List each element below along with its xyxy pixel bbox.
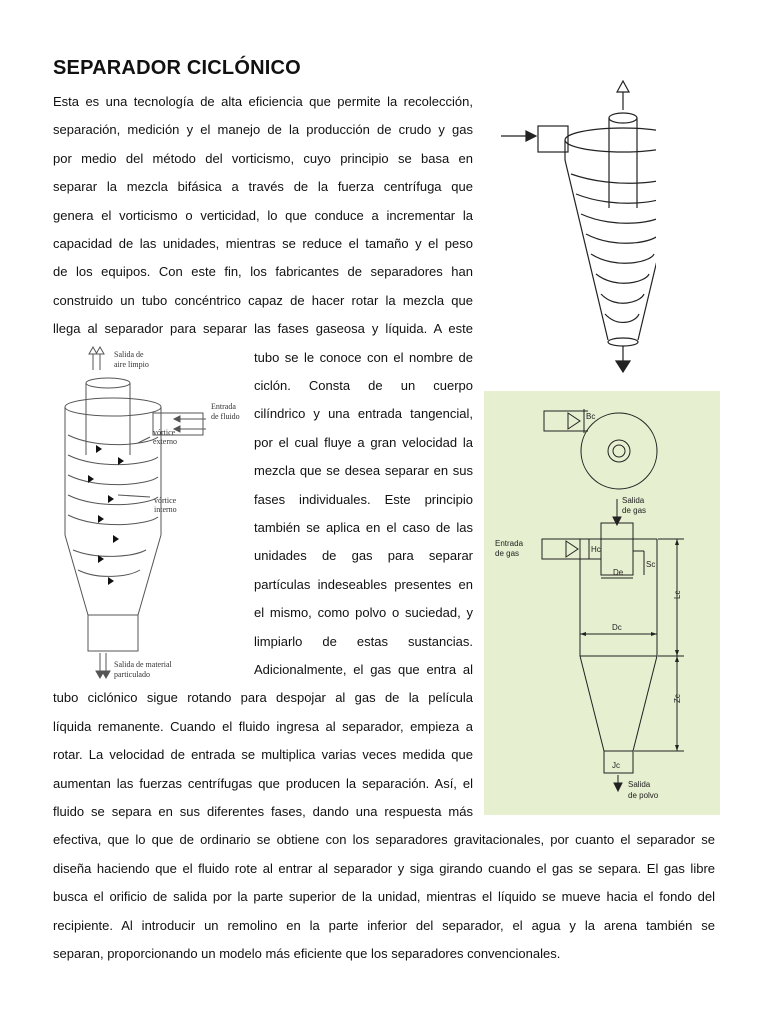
- text-line: de los equipos. Con este fin, los fabricantes de separadores han: [53, 264, 473, 279]
- text-line: Adicionalmente, el gas que entra al: [254, 662, 473, 677]
- label-outer-vortex-2: externo: [153, 437, 177, 446]
- text-line: unidades de gas para separar: [254, 548, 473, 563]
- label-outlet-1: Salida de: [114, 350, 144, 359]
- label-gas-in-2: de gas: [495, 549, 520, 558]
- label-bc: Bc: [586, 412, 596, 421]
- label-gas-out-2: de gas: [622, 506, 647, 515]
- label-inlet-2: de fluido: [211, 412, 240, 421]
- label-outer-vortex-1: vórtice: [153, 428, 176, 437]
- text-line: separación, medición y el manejo de la producción de crudo y gas: [53, 122, 473, 137]
- label-inner-vortex-1: vórtice: [154, 496, 177, 505]
- label-hc: Hc: [591, 545, 601, 554]
- label-inlet-1: Entrada: [211, 402, 236, 411]
- label-de: De: [613, 568, 624, 577]
- text-line: cilíndrico y una entrada tangencial,: [254, 406, 473, 421]
- label-zc: Zc: [673, 694, 682, 703]
- text-line: Esta es una tecnología de alta eficiencia que permite la recolección,: [53, 94, 473, 109]
- text-line: por el cual fluye a gran velocidad la: [254, 435, 473, 450]
- text-line: partículas indeseables presentes en: [254, 577, 473, 592]
- text-line: por medio del método del vorticismo, cuyo principio se basa en: [53, 151, 473, 166]
- label-dust-out-1: Salida: [628, 780, 651, 789]
- text-line: fases individuales. Este principio: [254, 492, 473, 507]
- text-line: líquida remanente. Cuando el fluido ingresa al separador, empieza a: [53, 719, 473, 734]
- text-line: aumentan las fuerzas centrífugas que producen la separación. Así, el: [53, 776, 473, 791]
- text-line: ciclón. Consta de un cuerpo: [254, 378, 473, 393]
- label-outlet-2: aire limpio: [114, 360, 149, 369]
- text-line: tubo ciclónico sigue rotando para despojar al gas de la película: [53, 690, 473, 705]
- text-line: mezcla que se desea separar en sus: [254, 463, 473, 478]
- label-inner-vortex-2: interno: [154, 505, 177, 514]
- label-gas-out-1: Salida: [622, 496, 645, 505]
- text-line: separar la mezcla bifásica a través de la fuerza centrífuga que: [53, 179, 473, 194]
- page-title: SEPARADOR CICLÓNICO: [53, 57, 301, 79]
- text-line: rotar. La velocidad de entrada se multiplica varias veces medida que: [53, 747, 473, 762]
- label-lc: Lc: [673, 590, 682, 599]
- label-gas-in-1: Entrada: [495, 539, 524, 548]
- text-line: tubo se le conoce con el nombre de: [254, 350, 473, 365]
- label-dc: Dc: [612, 623, 622, 632]
- text-line: recipiente. Al introducir un remolino en la parte inferior del separador, el agua y la arena también se: [53, 918, 715, 933]
- text-line: efectiva, que lo que de ordinario se obtiene con los separadores gravitacionales, por cuanto el separador se: [53, 832, 715, 847]
- label-sc: Sc: [646, 560, 656, 569]
- cyclone-dimension-diagram: [484, 391, 720, 815]
- text-line: genera el vorticismo o verticidad, lo que conduce a incrementar la: [53, 208, 473, 223]
- text-line: llega al separador para separar las fases gaseosa y líquida. A este: [53, 321, 473, 336]
- text-line: limpiarlo de estas sustancias.: [254, 634, 473, 649]
- cyclone-diagram-left: [58, 345, 243, 685]
- label-jc: Jc: [612, 761, 620, 770]
- text-line: el mismo, como polvo o suciedad, y: [254, 605, 473, 620]
- label-bottom-2: particulado: [114, 670, 150, 679]
- text-line: fluido se separa en sus diferentes fases, dando una respuesta más: [53, 804, 473, 819]
- label-bottom-1: Salida de material: [114, 660, 172, 669]
- text-line: busca el orificio de salida por la parte superior de la unidad, mientras el líquido se mueve hacia el fondo del: [53, 889, 715, 904]
- text-line: diseña haciendo que el fluido rote al entrar al separador y siga girando cuando el gas se separa. El gas libre: [53, 861, 715, 876]
- text-line: también se aplica en el caso de las: [254, 520, 473, 535]
- cyclone-3d-figure: [496, 78, 656, 378]
- text-line: construido un tubo concéntrico capaz de hacer rotar la mezcla que: [53, 293, 473, 308]
- label-dust-out-2: de polvo: [628, 791, 659, 800]
- text-line: capacidad de las unidades, mientras se reduce el tamaño y el peso: [53, 236, 473, 251]
- text-line: separan, proporcionando un modelo más eficiente que los separadores convencionales.: [53, 946, 561, 961]
